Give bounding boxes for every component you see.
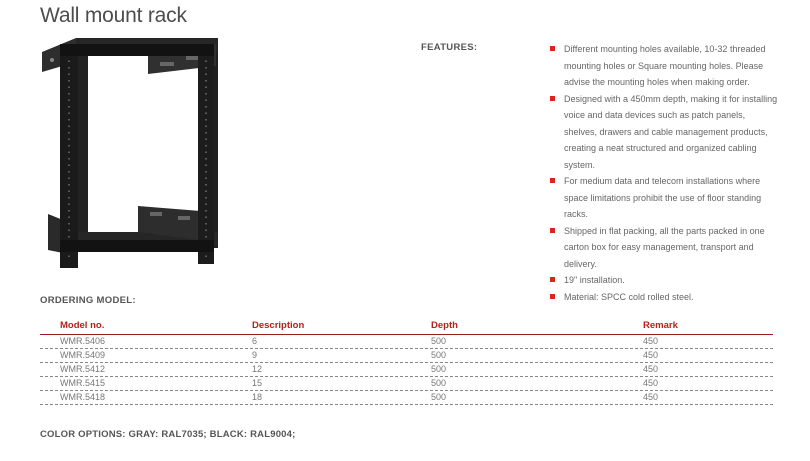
cell-model-no: WMR.5412 (60, 364, 106, 374)
feature-item: 19" installation. (548, 272, 778, 289)
cell-depth: 500 (431, 364, 447, 374)
cell-remark: 450 (643, 364, 659, 374)
cell-depth: 500 (431, 392, 447, 402)
ordering-table (40, 318, 773, 405)
features-list (548, 41, 778, 305)
cell-depth: 500 (431, 350, 447, 360)
cell-remark: 450 (643, 378, 659, 388)
feature-item: Designed with a 450mm depth, making it for installing voice and data devices such as patch panels, shelves, drawers and cable management products, creating a neat structured and organized cabling system. (548, 91, 778, 174)
features-label: FEATURES: (421, 42, 478, 53)
cell-description: 12 (252, 364, 263, 374)
cell-model-no: WMR.5418 (60, 392, 106, 402)
cell-remark: 450 (643, 392, 659, 402)
table-row (40, 377, 773, 391)
feature-item: Material: SPCC cold rolled steel. (548, 289, 778, 306)
cell-remark: 450 (643, 350, 659, 360)
header-model-no: Model no. (60, 320, 105, 331)
color-options: COLOR OPTIONS: GRAY: RAL7035; BLACK: RAL9004; (40, 429, 296, 440)
wall-mount-rack-image (38, 36, 228, 276)
bullet-icon (550, 277, 555, 282)
cell-description: 18 (252, 392, 263, 402)
bullet-icon (550, 294, 555, 299)
bullet-icon (550, 96, 555, 101)
bullet-icon (550, 46, 555, 51)
ordering-model-label: ORDERING MODEL: (40, 295, 136, 306)
cell-model-no: WMR.5409 (60, 350, 106, 360)
header-remark: Remark (643, 320, 678, 331)
header-description: Description (252, 320, 305, 331)
feature-item: For medium data and telecom installations where space limitations prohibit the use of floor standing racks. (548, 173, 778, 223)
table-row (40, 335, 773, 349)
cell-model-no: WMR.5406 (60, 336, 106, 346)
header-depth: Depth (431, 320, 458, 331)
cell-description: 9 (252, 350, 258, 360)
table-row (40, 391, 773, 405)
bullet-icon (550, 178, 555, 183)
cell-description: 6 (252, 336, 258, 346)
bullet-icon (550, 228, 555, 233)
feature-item: Shipped in flat packing, all the parts packed in one carton box for easy management, transport and delivery. (548, 223, 778, 273)
cell-remark: 450 (643, 336, 659, 346)
page-title: Wall mount rack (40, 4, 187, 27)
feature-item: Different mounting holes available, 10-32 threaded mounting holes or Square mounting holes. Please advise the mounting holes when making order. (548, 41, 778, 91)
cell-depth: 500 (431, 336, 447, 346)
table-header (40, 318, 773, 335)
cell-depth: 500 (431, 378, 447, 388)
cell-description: 15 (252, 378, 263, 388)
table-row (40, 349, 773, 363)
cell-model-no: WMR.5415 (60, 378, 106, 388)
table-row (40, 363, 773, 377)
